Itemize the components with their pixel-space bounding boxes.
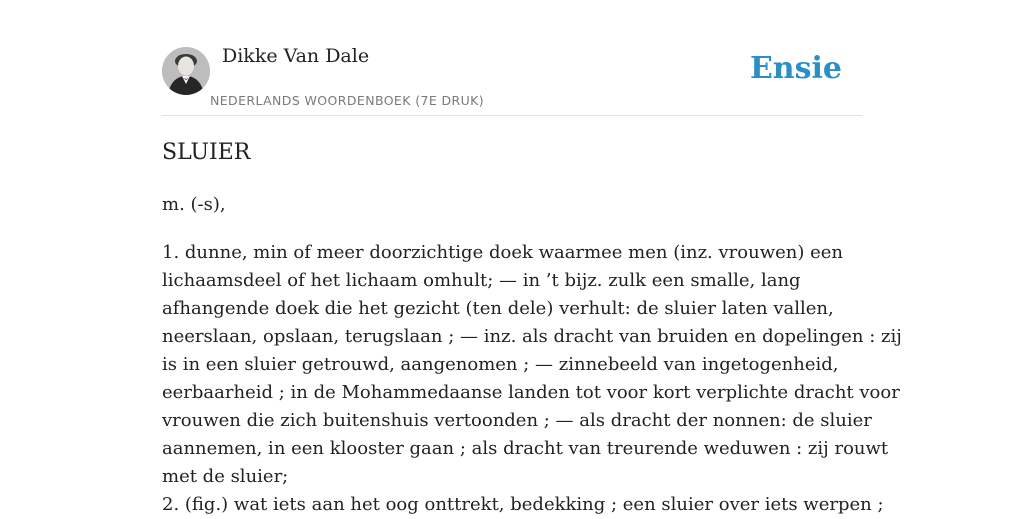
grammar-info: m. (-s), [162,194,226,215]
definition-line: met de sluier; [162,466,289,487]
avatar[interactable] [162,47,210,95]
definition-line: lichaamsdeel of het lichaam omhult; — in ’t bijz. zulk een smalle, lang [162,270,801,291]
definition-line: aannemen, in een klooster gaan ; als dracht van treurende weduwen : zij rouwt [162,438,889,459]
definition-line: 2. (fig.) wat iets aan het oog onttrekt, bedekking ; een sluier over iets werpen ; [162,494,884,515]
definition-line: eerbaarheid ; in de Mohammedaanse landen tot voor kort verplichte dracht voor [162,382,900,403]
page [162,0,902,515]
site-logo[interactable]: Ensie [749,51,842,86]
portrait-icon [162,47,210,95]
definition-line: 1. dunne, min of meer doorzichtige doek waarmee men (inz. vrouwen) een [162,242,843,263]
definition-line: neerslaan, opslaan, terugslaan ; — inz. als dracht van bruiden en dopelingen : zij [162,326,902,347]
definition-line: is in een sluier getrouwd, aangenomen ; — zinnebeeld van ingetogenheid, [162,354,839,375]
definition-text [162,239,902,519]
author-name[interactable]: Dikke Van Dale [222,45,370,67]
headword: SLUIER [162,140,251,165]
source-title[interactable]: NEDERLANDS WOORDENBOEK (7E DRUK) [210,93,485,108]
header [162,0,862,116]
definition-line: afhangende doek die het gezicht (ten dele) verhult: de sluier laten vallen, [162,298,834,319]
definition-line: vrouwen die zich buitenshuis vertoonden ; — als dracht der nonnen: de sluier [162,410,872,431]
